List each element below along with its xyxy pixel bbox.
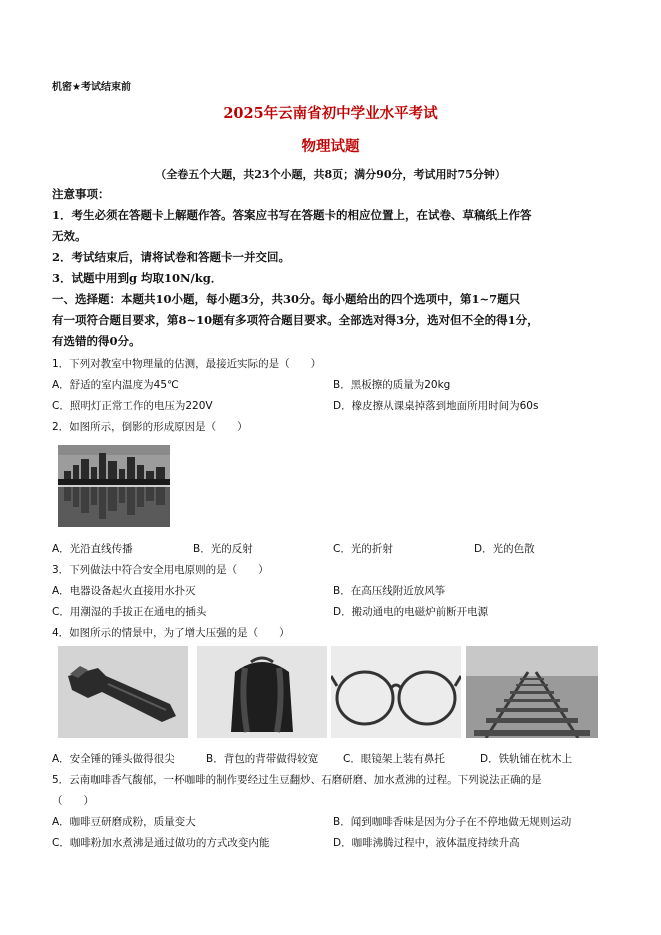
q4-option-a: A．安全锤的锤头做得很尖 [52,753,175,765]
q5-option-d: D．咖啡沸腾过程中，液体温度持续升高 [333,837,520,849]
q1-option-d: D．橡皮擦从课桌掉落到地面所用时间为60s [333,400,539,412]
q4-stem: 4．如图所示的情景中，为了增大压强的是（ ） [52,627,290,639]
q3-stem: 3．下列做法中符合安全用电原则的是（ ） [52,564,269,576]
note-item-1: 1．考生必须在答题卡上解题作答。答案应书写在答题卡的相应位置上，在试卷、草稿纸上作答 [52,208,532,222]
q2-option-a: A．光沿直线传播 [52,543,133,555]
note-item-2: 2．考试结束后，请将试卷和答题卡一并交回。 [52,250,290,264]
q4-option-c: C．眼镜架上装有鼻托 [343,753,445,765]
exam-subtitle: 物理试题 [301,138,360,155]
q5-option-b: B．闻到咖啡香味是因为分子在不停地做无规则运动 [333,816,572,828]
q4-option-d: D．铁轨铺在枕木上 [480,753,573,765]
q5-stem: 5．云南咖啡香气馥郁，一杯咖啡的制作要经过生豆翻炒、石磨研磨、加水煮沸的过程。下列说法正确的是 [52,774,542,786]
backpack-photo [197,646,327,738]
q3-option-c: C．用潮湿的手拔正在通电的插头 [52,606,207,618]
q3-option-b: B．在高压线附近放风筝 [333,585,446,597]
section1-line2: 有一项符合题目要求，第8~10题有多项符合题目要求。全部选对得3分，选对但不全的得1分， [52,313,539,327]
q2-option-c: C．光的折射 [333,543,393,555]
q1-option-c: C．照明灯正常工作的电压为220V [52,400,213,412]
exam-info: （全卷五个大题，共23个小题，共8页；满分90分，考试用时75分钟） [155,168,506,181]
q4-option-b: B．背包的背带做得较宽 [206,753,319,765]
q5-stem-cont: （ ） [52,795,94,807]
safety-hammer-photo [58,646,188,738]
q1-stem: 1．下列对教室中物理量的估测，最接近实际的是（ ） [52,358,322,370]
q2-option-b: B．光的反射 [193,543,253,555]
glasses-photo [331,646,461,738]
section1-line1: 一、选择题：本题共10小题，每小题3分，共30分。每小题给出的四个选项中，第1~7题只 [52,292,521,306]
q2-option-d: D．光的色散 [474,543,535,555]
q1-option-b: B．黑板擦的质量为20kg [333,379,451,391]
note-item-3: 3．试题中用到g 均取10N/kg． [52,271,223,285]
q1-option-a: A．舒适的室内温度为45℃ [52,379,179,391]
notes-heading: 注意事项： [52,187,110,201]
city-reflection-photo [58,445,170,527]
q2-stem: 2．如图所示，倒影的形成原因是（ ） [52,421,248,433]
q5-option-c: C．咖啡粉加水煮沸是通过做功的方式改变内能 [52,837,270,849]
q5-option-a: A．咖啡豆研磨成粉，质量变大 [52,816,196,828]
railway-track-photo [466,646,598,738]
q3-option-a: A．电器设备起火直接用水扑灭 [52,585,196,597]
note-item-1-cont: 无效。 [52,229,87,243]
section1-line3: 有选错的得0分。 [52,334,141,348]
q3-option-d: D．搬动通电的电磁炉前断开电源 [333,606,489,618]
exam-title: 2025年云南省初中学业水平考试 [223,105,438,122]
secret-mark: 机密★考试结束前 [52,82,131,93]
